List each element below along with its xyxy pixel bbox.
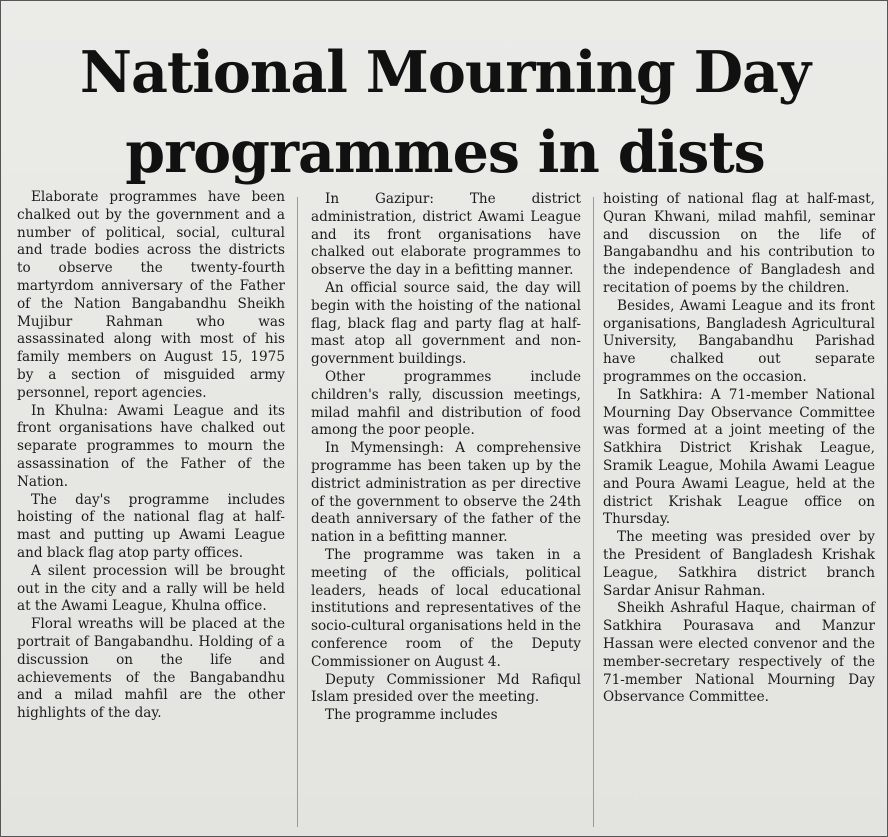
column-divider: [593, 197, 594, 827]
paragraph: Sheikh Ashraful Haque, chairman of Satkhira Pourasava and Manzur Hassan were elected convenor and the member-secretary respectively of the 71-member National Mourning Day Observance Committee.: [603, 600, 875, 706]
paragraph: Deputy Commissioner Md Rafiqul Islam presided over the meeting.: [311, 671, 581, 706]
paragraph: Floral wreaths will be placed at the portrait of Bangabandhu. Holding of a discussion on the life and achievements of the Bangabandhu and a milad mahfil are the other highlights of the day.: [17, 616, 285, 722]
paragraph: Besides, Awami League and its front organisations, Bangladesh Agricultural University, Bangabandhu Parishad have chalked out separate programmes on the occasion.: [603, 297, 875, 385]
paragraph: A silent procession will be brought out in the city and a rally will be held at the Awami League, Khulna office.: [17, 562, 285, 615]
article-column-3: [603, 191, 875, 707]
paragraph: hoisting of national flag at half-mast, Quran Khwani, milad mahfil, seminar and discussion on the life of Bangabandhu and his contribution to the independence of Bangladesh and recitation of poems by the children.: [603, 191, 875, 296]
article-column-2: [311, 191, 581, 725]
paragraph: In Satkhira: A 71-member National Mourning Day Observance Committee was formed at a joint meeting of the Satkhira District Krishak League, Sramik League, Mohila Awami League and Poura Awami League, held at the district Krishak League office on Thursday.: [603, 386, 875, 528]
headline: [1, 32, 888, 192]
article-column-1: [17, 189, 285, 723]
paragraph: In Gazipur: The district administration, district Awami League and its front organisations have chalked out elaborate programmes to observe the day in a befitting manner.: [311, 191, 581, 279]
paragraph: The meeting was presided over by the President of Bangladesh Krishak League, Satkhira district branch Sardar Anisur Rahman.: [603, 529, 875, 599]
paragraph: An official source said, the day will begin with the hoisting of the national flag, black flag and party flag at half-mast atop all government and non-government buildings.: [311, 279, 581, 368]
paragraph: Elaborate programmes have been chalked out by the government and a number of political, social, cultural and trade bodies across the districts to observe the twenty-fourth martyrdom anniversary of the Father of the Nation Bangabandhu Sheikh Mujibur Rahman who was assassinated along with most of his family members on August 15, 1975 by a section of misguided army personnel, report agencies.: [17, 189, 285, 401]
paragraph: The programme was taken in a meeting of the officials, political leaders, heads of local educational institutions and representatives of the socio-cultural organisations held in the conference room of the Deputy Commissioner on August 4.: [311, 546, 581, 670]
paragraph: The day's programme includes hoisting of the national flag at half-mast and putting up Awami League and black flag atop party offices.: [17, 491, 285, 561]
headline-line-1: National Mourning Day: [79, 39, 811, 107]
paragraph: In Mymensingh: A comprehensive programme has been taken up by the district administration as per directive of the government to observe the 24th death anniversary of the father of the nation in a befitting manner.: [311, 440, 581, 546]
paragraph: In Khulna: Awami League and its front organisations have chalked out separate programmes to mourn the assassination of the Father of the Nation.: [17, 402, 285, 490]
paragraph: Other programmes include children's rally, discussion meetings, milad mahfil and distribution of food among the poor people.: [311, 368, 581, 439]
paragraph: The programme includes: [325, 707, 498, 724]
column-divider: [297, 197, 298, 827]
headline-line-2: programmes in dists: [125, 119, 765, 187]
